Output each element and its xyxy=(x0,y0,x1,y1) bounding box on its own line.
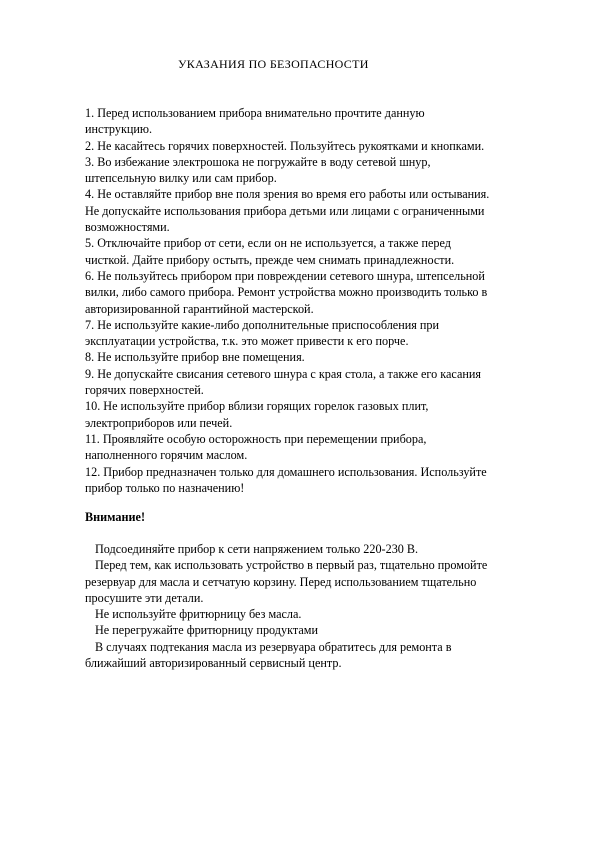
instruction-line: 6. Не пользуйтесь прибором при повреждении сетевого шнура, штепсельной xyxy=(85,268,485,283)
instruction-line: 3. Во избежание электрошока не погружайте в воду сетевой шнур, xyxy=(85,154,431,169)
note-line: Не перегружайте фритюрницу продуктами xyxy=(95,623,318,638)
instruction-line: штепсельную вилку или сам прибор. xyxy=(85,171,277,186)
page-title: УКАЗАНИЯ ПО БЕЗОПАСНОСТИ xyxy=(178,57,369,71)
instruction-line: 1. Перед использованием прибора внимательно прочтите данную xyxy=(85,106,425,120)
instruction-line: Не допускайте использования прибора детьми или лицами с ограниченными xyxy=(85,203,485,218)
instruction-line: чисткой. Дайте прибору остыть, прежде чем снимать принадлежности. xyxy=(85,252,455,267)
instruction-line: эксплуатации устройства, т.к. это может привести к его порче. xyxy=(85,334,409,349)
instruction-line: 12. Прибор предназначен только для домашнего использования. Используйте xyxy=(85,464,487,479)
instruction-line: возможностями. xyxy=(85,220,170,235)
instruction-line: инструкцию. xyxy=(85,122,153,137)
note-line: Перед тем, как использовать устройство в первый раз, тщательно промойте xyxy=(95,558,488,573)
instruction-line: 9. Не допускайте свисания сетевого шнура с края стола, а также его касания xyxy=(85,366,482,381)
note-line: В случаях подтекания масла из резервуара обратитесь для ремонта в xyxy=(95,639,452,654)
instruction-line: горячих поверхностей. xyxy=(85,383,204,398)
safety-instructions-list xyxy=(85,105,555,496)
instruction-line: 7. Не используйте какие-либо дополнительные приспособления при xyxy=(85,317,440,332)
instruction-line: 10. Не используйте прибор вблизи горящих горелок газовых плит, xyxy=(85,399,429,414)
instruction-line: прибор только по назначению! xyxy=(85,480,245,495)
attention-notes xyxy=(85,541,555,671)
note-line: просушите эти детали. xyxy=(85,590,204,605)
instruction-line: 2. Не касайтесь горячих поверхностей. Пользуйтесь рукоятками и кнопками. xyxy=(85,138,485,153)
instruction-line: электроприборов или печей. xyxy=(85,415,233,430)
note-line: Не используйте фритюрницу без масла. xyxy=(95,607,302,622)
note-line: резервуар для масла и сетчатую корзину. Перед использованием тщательно xyxy=(85,574,477,589)
instruction-line: наполненного горячим маслом. xyxy=(85,448,248,463)
instruction-line: 4. Не оставляйте прибор вне поля зрения во время его работы или остывания. xyxy=(85,187,490,202)
note-line: Подсоединяйте прибор к сети напряжением только 220-230 В. xyxy=(95,542,419,556)
instruction-line: 8. Не используйте прибор вне помещения. xyxy=(85,350,305,365)
instruction-line: 11. Проявляйте особую осторожность при перемещении прибора, xyxy=(85,431,427,446)
note-line: ближайший авторизированный сервисный центр. xyxy=(85,656,342,671)
instruction-line: 5. Отключайте прибор от сети, если он не используется, а также перед xyxy=(85,236,451,251)
instruction-line: авторизированной гарантийной мастерской. xyxy=(85,301,314,316)
attention-heading: Внимание! xyxy=(85,510,145,524)
instruction-line: вилки, либо самого прибора. Ремонт устройства можно производить только в xyxy=(85,285,488,300)
